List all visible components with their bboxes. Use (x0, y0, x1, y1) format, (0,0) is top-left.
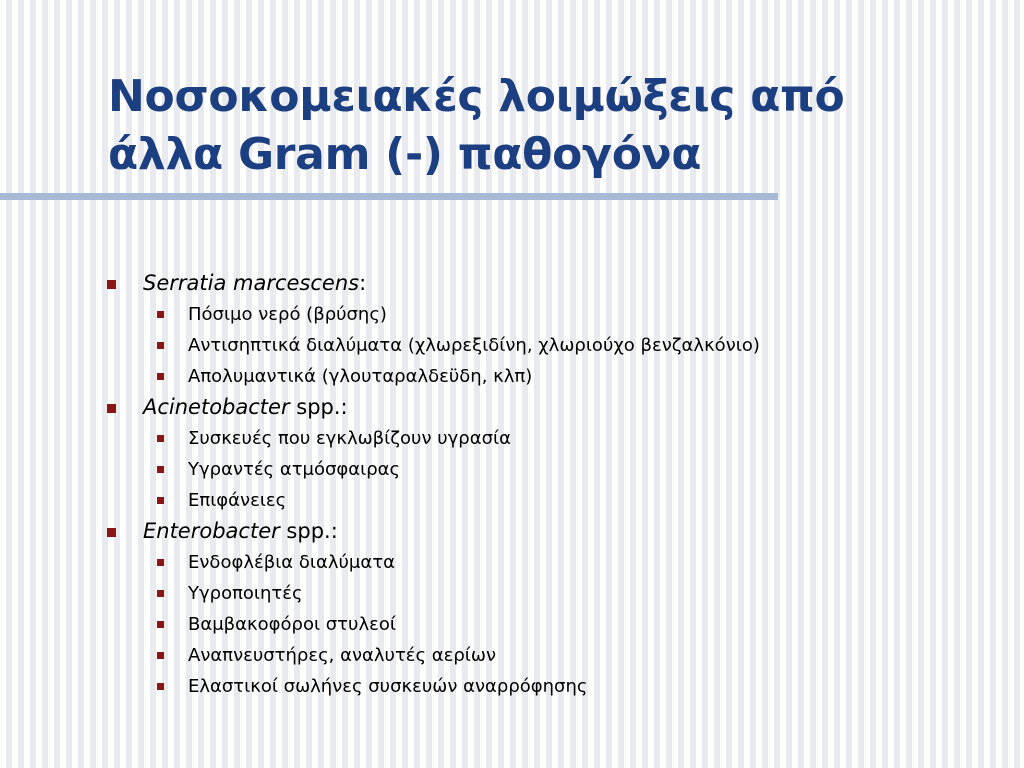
list-item: Ελαστικοί σωλήνες συσκευών αναρρόφησης (188, 676, 588, 697)
section-heading-enterobacter: Enterobacter spp.: (143, 519, 338, 543)
slide-title-line-2: άλλα Gram (-) παθογόνα (108, 129, 702, 180)
bullet-square-icon (107, 528, 116, 537)
sub-bullet-square-icon (157, 435, 164, 442)
sub-bullet-square-icon (157, 311, 164, 318)
bullet-square-icon (107, 404, 116, 413)
list-item: Πόσιμο νερό (βρύσης) (188, 304, 387, 325)
list-item: Αντισηπτικά διαλύματα (χλωρεξιδίνη, χλωριούχο βενζαλκόνιο) (188, 335, 760, 356)
list-item: Υγραντές ατμόσφαιρας (188, 459, 401, 480)
sub-bullet-square-icon (157, 621, 164, 628)
title-underline-divider (0, 193, 778, 200)
list-item: Ενδοφλέβια διαλύματα (188, 552, 395, 573)
slide-title (108, 68, 988, 184)
sub-bullet-square-icon (157, 373, 164, 380)
bullet-square-icon (107, 280, 116, 289)
sub-bullet-square-icon (157, 590, 164, 597)
list-item: Συσκευές που εγκλωβίζουν υγρασία (188, 428, 511, 449)
list-item: Αναπνευστήρες, αναλυτές αερίων (188, 645, 497, 666)
slide-title-line-1: Νοσοκομειακές λοιμώξεις από (108, 71, 845, 122)
section-heading-acinetobacter: Acinetobacter spp.: (143, 395, 348, 419)
list-item: Επιφάνειες (188, 490, 287, 511)
list-item: Βαμβακοφόροι στυλεοί (188, 614, 396, 635)
list-item: Απολυμαντικά (γλουταραλδεϋδη, κλπ) (188, 366, 533, 387)
sub-bullet-square-icon (157, 466, 164, 473)
list-item: Υγροποιητές (188, 583, 303, 604)
sub-bullet-square-icon (157, 652, 164, 659)
sub-bullet-square-icon (157, 559, 164, 566)
sub-bullet-square-icon (157, 342, 164, 349)
sub-bullet-square-icon (157, 497, 164, 504)
sub-bullet-square-icon (157, 683, 164, 690)
section-heading-serratia: Serratia marcescens: (143, 271, 367, 295)
